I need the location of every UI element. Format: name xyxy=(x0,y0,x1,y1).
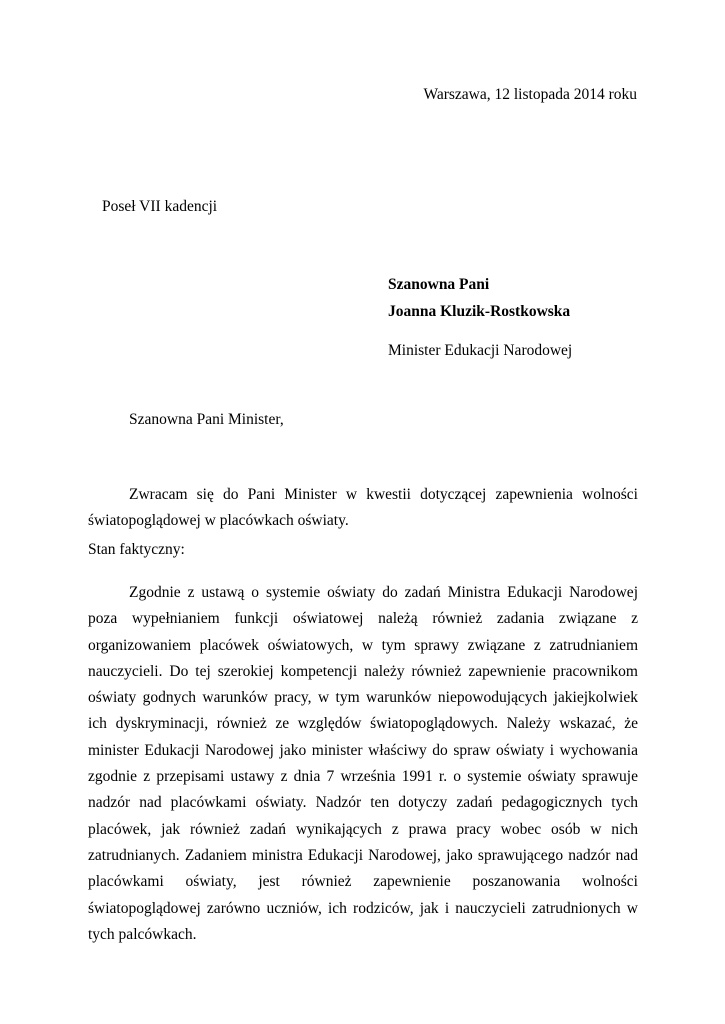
recipient-name: Joanna Kluzik-Rostkowska xyxy=(388,303,571,320)
recipient-title: Minister Edukacji Narodowej xyxy=(388,342,573,359)
section-label: Stan faktyczny: xyxy=(88,541,185,558)
sender-line: Poseł VII kadencji xyxy=(102,198,218,215)
recipient-block xyxy=(388,271,572,364)
main-paragraph: Zgodnie z ustawą o systemie oświaty do zadań Ministra Edukacji Narodowej poza wypełnianiem funkcji oświatowej należą również zadania związane z organizowaniem placówek oświatowych, w tym sprawy związane z zatrudnianiem nauczycieli. Do tej szerokiej kompetencji należy również zapewnienie pracownikom oświaty godnych warunków pracy, w tym warunków niepowodujących jakiejkolwiek ich dyskryminacji, również ze względów światopoglądowych. Należy wskazać, że minister Edukacji Narodowej jako minister właściwy do spraw oświaty i wychowania zgodnie z przepisami ustawy z dnia 7 września 1991 r. o systemie oświaty sprawuje nadzór nad placówkami oświaty. Nadzór ten dotyczy zadań pedagogicznych tych placówek, jak również zadań wynikających z prawa pracy wobec osób w nich zatrudnianych. Zadaniem ministra Edukacji Narodowej, jako sprawującego nadzór nad placówkami oświaty, jest również zapewnienie poszanowania wolności światopoglądowej zarówno uczniów, ich rodziców, jak i nauczycieli zatrudnionych w tych palcówkach. xyxy=(88,584,638,943)
letter-date: Warszawa, 12 listopada 2014 roku xyxy=(423,86,637,103)
intro-paragraph: Zwracam się do Pani Minister w kwestii dotyczącej zapewnienia wolności światopoglądowej w placówkach oświaty. xyxy=(88,486,638,530)
salutation: Szanowna Pani Minister, xyxy=(129,411,284,428)
recipient-greeting: Szanowna Pani xyxy=(388,276,490,293)
